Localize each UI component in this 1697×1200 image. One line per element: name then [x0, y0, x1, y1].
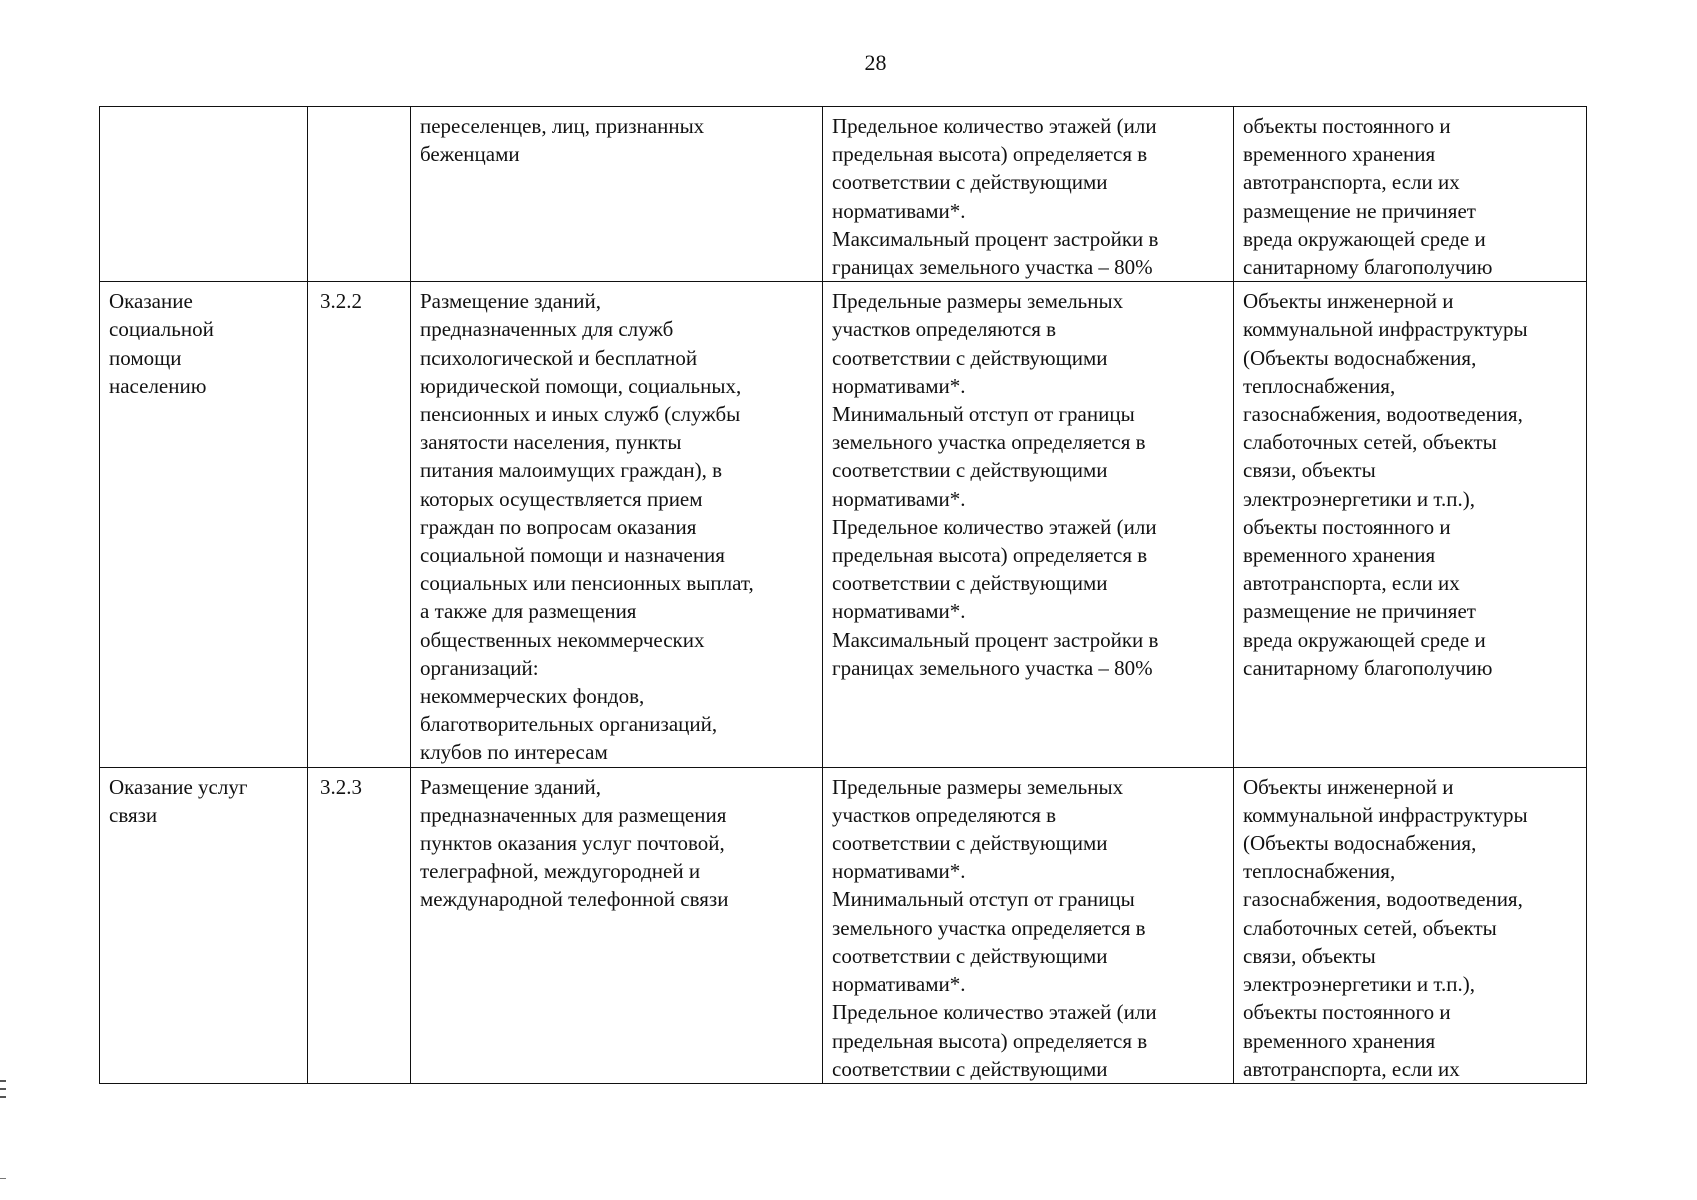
auxiliary-uses-cell: [1234, 767, 1587, 1083]
land-use-name-cell: [100, 767, 308, 1083]
land-use-name: Оказание социальной помощи населению: [109, 289, 214, 398]
building-parameters: Предельные размеры земельных участков определяются в соответствии с действующими нормативами*. Минимальный отступ от границы земельного участка определяется в соответствии с действующими нормативами*. Предельное количество этажей (или предельная высота) определяется в соответствии с действующими нормативами*. Максимальный процент застройки в границах земельного участка – 80%: [832, 289, 1159, 680]
auxiliary-uses-cell: [1234, 282, 1587, 767]
building-parameters-cell: [823, 282, 1234, 767]
auxiliary-uses: Объекты инженерной и коммунальной инфраструктуры (Объекты водоснабжения, теплоснабжения, газоснабжения, водоотведения, слаботочных сетей, объекты связи, объекты электроэнергетики и т.п.), объекты постоянного и временного хранения автотранспорта, если их: [1243, 774, 1528, 1081]
land-use-description-cell: [411, 107, 823, 282]
page-number: 28: [864, 50, 887, 75]
scan-edge-mark: [0, 1088, 6, 1090]
building-parameters-cell: [823, 767, 1234, 1083]
auxiliary-uses-cell: [1234, 107, 1587, 282]
land-use-description: Размещение зданий, предназначенных для размещения пунктов оказания услуг почтовой, телеграфной, междугородней и международной телефонной связи: [420, 774, 729, 912]
scan-edge-mark: [0, 1080, 6, 1082]
building-parameters: Предельное количество этажей (или предельная высота) определяется в соответствии с действующими нормативами*. Максимальный процент застройки в границах земельного участка – 80%: [832, 114, 1159, 280]
table-row: [100, 767, 1587, 1083]
auxiliary-uses: объекты постоянного и временного хранения автотранспорта, если их размещение не причиняет вреда окружающей среде и санитарному благополучию: [1243, 114, 1493, 280]
land-use-name: Оказание услуг связи: [109, 774, 248, 827]
land-use-code: 3.2.2: [320, 289, 362, 314]
land-use-description: переселенцев, лиц, признанных беженцами: [420, 114, 705, 167]
land-use-name-cell: [100, 282, 308, 767]
land-use-code: 3.2.3: [320, 774, 362, 799]
land-use-code-cell: [308, 282, 411, 767]
scan-edge-mark: [0, 1178, 6, 1179]
auxiliary-uses: Объекты инженерной и коммунальной инфраструктуры (Объекты водоснабжения, теплоснабжения, газоснабжения, водоотведения, слаботочных сетей, объекты связи, объекты электроэнергетики и т.п.), объекты постоянного и временного хранения автотранспорта, если их размещение не причиняет вреда окружающей среде и санитарному благополучию: [1243, 289, 1528, 680]
land-use-code-cell: [308, 107, 411, 282]
land-use-description: Размещение зданий, предназначенных для служб психологической и бесплатной юридической помощи, социальных, пенсионных и иных служб (службы занятости населения, пункты питания малоимущих граждан), в которых осуществляется прием граждан по вопросам оказания социальной помощи и назначения социальных или пенсионных выплат, а также для размещения общественных некоммерческих организаций: некоммерческих фондов, благотворительных организаций, клубов по интересам: [420, 289, 754, 765]
land-use-description-cell: [411, 767, 823, 1083]
scan-edge-mark: [0, 1096, 6, 1098]
land-use-code-cell: [308, 767, 411, 1083]
building-parameters-cell: [823, 107, 1234, 282]
table-row: [100, 107, 1587, 282]
zoning-table: [99, 106, 1587, 1084]
land-use-name-cell: [100, 107, 308, 282]
building-parameters: Предельные размеры земельных участков определяются в соответствии с действующими нормативами*. Минимальный отступ от границы земельного участка определяется в соответствии с действующими нормативами*. Предельное количество этажей (или предельная высота) определяется в соответствии с действующими: [832, 774, 1157, 1081]
table-row: [100, 282, 1587, 767]
land-use-description-cell: [411, 282, 823, 767]
